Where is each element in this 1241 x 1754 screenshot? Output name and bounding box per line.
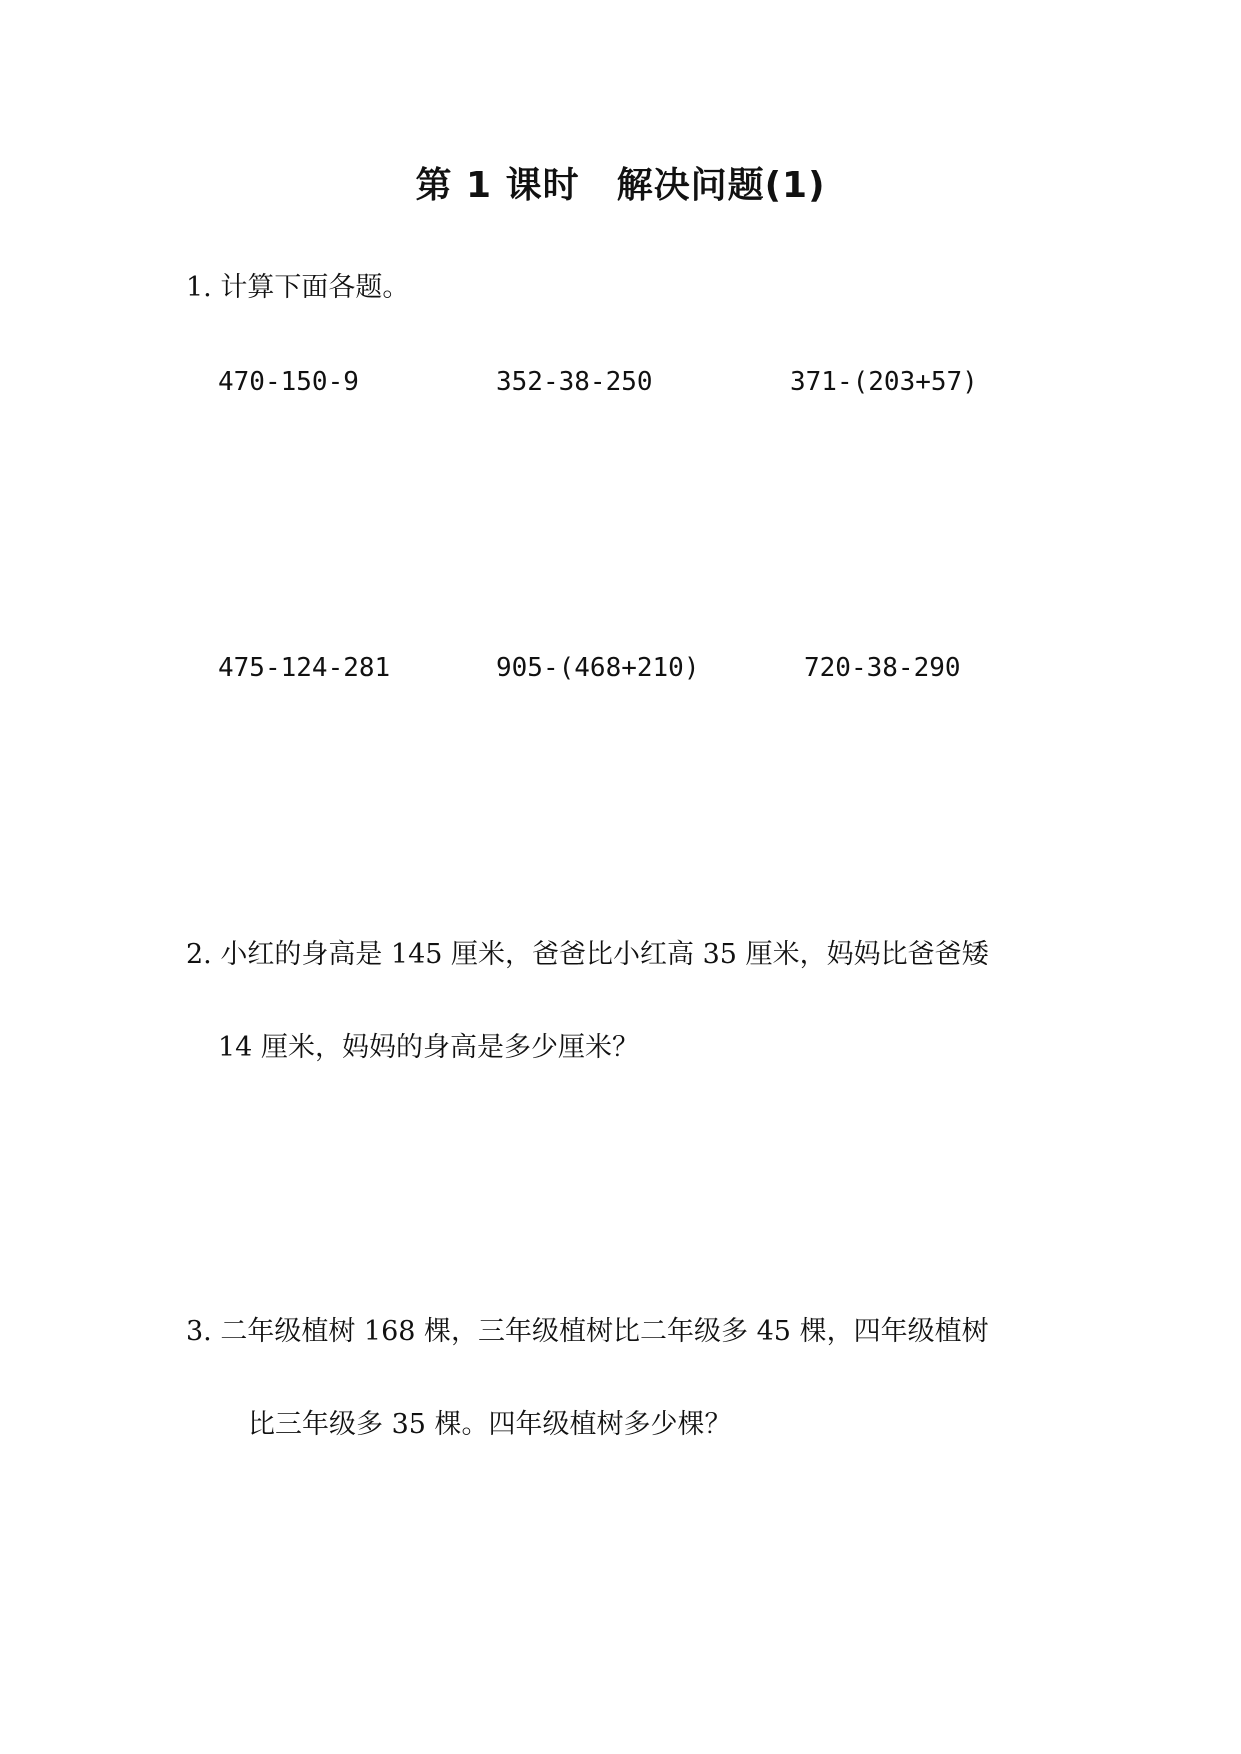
- expression-1: 470-150-9: [218, 367, 359, 397]
- expression-5: 905-(468+210): [496, 653, 700, 683]
- expression-3: 371-(203+57): [790, 367, 978, 397]
- question-1-prompt: 1. 计算下面各题。: [186, 272, 410, 303]
- question-2-line-1: 2. 小红的身高是 145 厘米，爸爸比小红高 35 厘米，妈妈比爸爸矮: [186, 939, 989, 970]
- question-2-line-2: 14 厘米，妈妈的身高是多少厘米？: [218, 1032, 639, 1063]
- page-title: 第 1 课时 解决问题(1): [415, 165, 826, 206]
- question-3-line-1: 3. 二年级植树 168 棵，三年级植树比二年级多 45 棵，四年级植树: [186, 1316, 989, 1347]
- expression-2: 352-38-250: [496, 367, 653, 397]
- expression-6: 720-38-290: [804, 653, 961, 683]
- question-3-line-2: 比三年级多 35 棵。四年级植树多少棵？: [248, 1409, 732, 1440]
- expression-4: 475-124-281: [218, 653, 391, 683]
